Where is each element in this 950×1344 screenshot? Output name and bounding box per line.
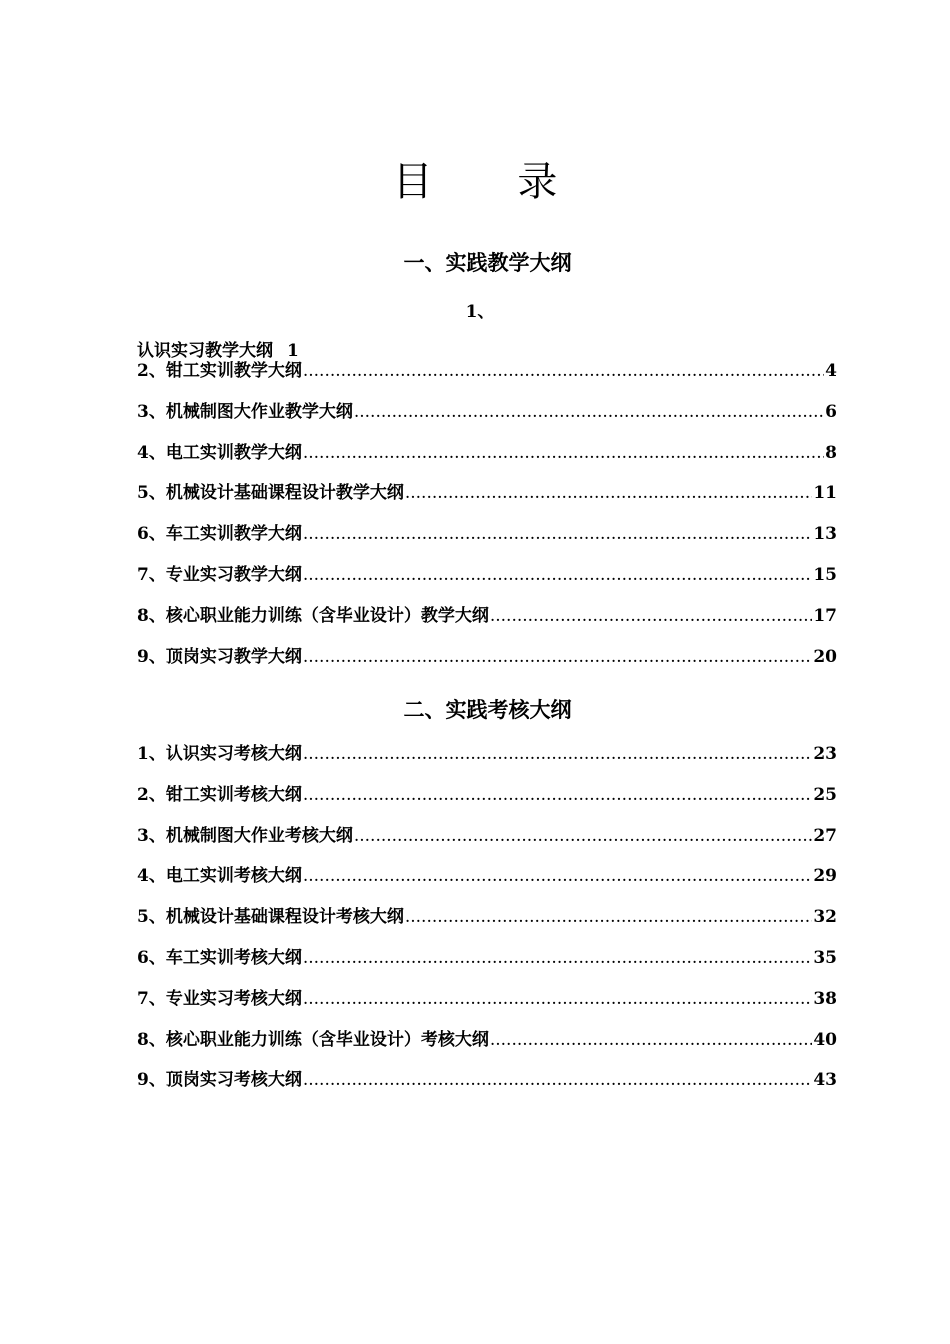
- page-title: 目 录: [392, 159, 594, 205]
- toc-entry[interactable]: [137, 359, 837, 400]
- toc-entry-page: 20: [813, 646, 837, 667]
- section-heading-assessment: 二、实践考核大纲: [403, 697, 572, 722]
- stray-item-number: 1、: [465, 302, 495, 322]
- toc-entry-page: 32: [813, 907, 837, 928]
- toc-entry-label: 7、专业实习教学大纲: [137, 564, 302, 585]
- toc-entry-label: 7、专业实习考核大纲: [137, 988, 302, 1009]
- dot-leader: [354, 400, 824, 424]
- toc-entry-label: 2、钳工实训考核大纲: [137, 784, 302, 805]
- toc-entry-page: 8: [825, 442, 837, 463]
- toc-entry-label: 4、电工实训考核大纲: [137, 866, 302, 887]
- toc-entry-label: 2、钳工实训教学大纲: [137, 361, 302, 381]
- toc-entry-page: 25: [813, 784, 837, 805]
- toc-entry[interactable]: [137, 481, 837, 522]
- toc-entry[interactable]: [137, 563, 837, 604]
- dot-leader: [303, 1068, 812, 1092]
- dot-leader: [405, 905, 813, 929]
- toc-entry-page: 11: [813, 483, 837, 504]
- toc-entry-label: 5、机械设计基础课程设计考核大纲: [137, 907, 404, 928]
- dot-leader: [303, 946, 812, 970]
- toc-entry-label: 6、车工实训教学大纲: [137, 524, 302, 545]
- toc-entry-page: 35: [813, 947, 837, 968]
- toc-entry-first[interactable]: [137, 336, 299, 361]
- toc-entry[interactable]: [137, 645, 837, 686]
- toc-entry-label: 认识实习教学大纲: [137, 341, 273, 361]
- toc-entry[interactable]: [137, 400, 837, 441]
- dot-leader: [303, 742, 812, 766]
- toc-entry-label: 5、机械设计基础课程设计教学大纲: [137, 483, 404, 504]
- toc-entry-page: 43: [813, 1070, 837, 1091]
- toc-entry-label: 9、顶岗实习考核大纲: [137, 1070, 302, 1091]
- dot-leader: [303, 522, 812, 546]
- toc-entry-label: 9、顶岗实习教学大纲: [137, 646, 302, 667]
- toc-entry-page: 1: [287, 341, 299, 361]
- toc-entry-page: 15: [813, 564, 837, 585]
- toc-entry[interactable]: [137, 1068, 837, 1109]
- toc-entry-page: 23: [813, 744, 837, 764]
- dot-leader: [303, 563, 812, 587]
- dot-leader: [490, 1028, 813, 1052]
- toc-entry-page: 29: [813, 866, 837, 887]
- toc-entry[interactable]: [137, 1028, 837, 1069]
- toc-entry[interactable]: [137, 604, 837, 645]
- toc-entry[interactable]: [137, 742, 837, 783]
- toc-entry-page: 13: [813, 524, 837, 545]
- section-heading-teaching: 一、实践教学大纲: [403, 250, 572, 275]
- toc-entry-page: 17: [813, 605, 837, 626]
- toc-entry-page: 27: [813, 825, 837, 846]
- toc-entry[interactable]: [137, 946, 837, 987]
- toc-entry-label: 3、机械制图大作业教学大纲: [137, 401, 353, 422]
- toc-entry-label: 3、机械制图大作业考核大纲: [137, 825, 353, 846]
- toc-entry-label: 8、核心职业能力训练（含毕业设计）教学大纲: [137, 605, 489, 626]
- toc-entry-label: 4、电工实训教学大纲: [137, 442, 302, 463]
- toc-list-teaching: [137, 359, 837, 685]
- toc-entry[interactable]: [137, 783, 837, 824]
- dot-leader: [354, 824, 813, 848]
- toc-entry[interactable]: [137, 905, 837, 946]
- toc-entry[interactable]: [137, 824, 837, 865]
- toc-entry-page: 38: [813, 988, 837, 1009]
- toc-entry[interactable]: [137, 522, 837, 563]
- toc-entry-label: 6、车工实训考核大纲: [137, 947, 302, 968]
- dot-leader: [303, 441, 824, 465]
- toc-entry-page: 6: [825, 401, 837, 422]
- dot-leader: [490, 604, 813, 628]
- toc-entry[interactable]: [137, 987, 837, 1028]
- toc-entry-label: 8、核心职业能力训练（含毕业设计）考核大纲: [137, 1029, 489, 1050]
- dot-leader: [303, 987, 812, 1011]
- dot-leader: [303, 359, 824, 383]
- toc-entry-page: 40: [813, 1029, 837, 1050]
- dot-leader: [303, 864, 812, 888]
- toc-entry[interactable]: [137, 864, 837, 905]
- toc-entry-label: 1、认识实习考核大纲: [137, 744, 302, 764]
- toc-list-assessment: [137, 742, 837, 1109]
- dot-leader: [405, 481, 813, 505]
- dot-leader: [303, 645, 812, 669]
- dot-leader: [303, 783, 812, 807]
- toc-entry[interactable]: [137, 441, 837, 482]
- toc-entry-page: 4: [825, 361, 837, 381]
